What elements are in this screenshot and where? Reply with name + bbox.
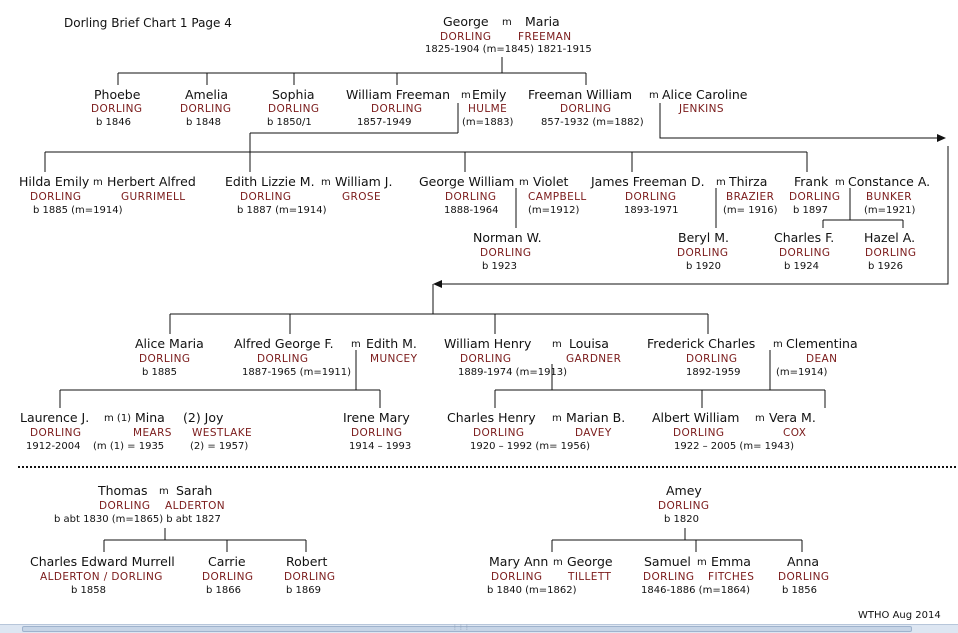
marriage-symbol: m: [502, 17, 512, 28]
marriage-symbol: m: [351, 339, 361, 350]
person-name: Samuel: [644, 554, 691, 569]
dates: b 1866: [206, 585, 241, 596]
dates: 1912-2004: [26, 441, 81, 452]
surname: DORLING: [625, 191, 677, 203]
person-name: Frederick Charles: [647, 336, 756, 351]
person-name: Mina: [135, 410, 165, 425]
person-name: Charles F.: [774, 230, 835, 245]
surname: DORLING: [778, 571, 830, 583]
person-name: Hazel A.: [864, 230, 916, 245]
surname: DORLING: [139, 353, 191, 365]
dates: b 1920: [686, 261, 721, 272]
person-name: Irene Mary: [343, 410, 410, 425]
dates: 1920 – 1992 (m= 1956): [470, 441, 590, 452]
surname: DORLING: [460, 353, 512, 365]
surname: DORLING: [257, 353, 309, 365]
person-name: Constance A.: [848, 174, 931, 189]
surname: MUNCEY: [370, 353, 418, 365]
marriage-symbol: m: [773, 339, 783, 350]
horizontal-scrollbar[interactable]: [0, 624, 958, 633]
dates: b 1856: [782, 585, 817, 596]
person-name: Louisa: [569, 336, 609, 351]
person-name: Sophia: [272, 87, 315, 102]
marriage-symbol: m: [93, 177, 103, 188]
dates: b 1897: [793, 205, 828, 216]
person-name: Violet: [533, 174, 569, 189]
marriage-symbol: m: [716, 177, 726, 188]
person-name: Thirza: [729, 174, 768, 189]
dates: b 1885: [142, 367, 177, 378]
person-name: Edith M.: [366, 336, 417, 351]
surname: DORLING: [202, 571, 254, 583]
marriage-symbol: m: [835, 177, 845, 188]
dates: 1889-1974 (m=1913): [458, 367, 568, 378]
person-name: Norman W.: [473, 230, 542, 245]
dates: b 1923: [482, 261, 517, 272]
dates: (m=1921): [864, 205, 916, 216]
dates: b 1869: [286, 585, 321, 596]
person-name: Freeman William: [528, 87, 633, 102]
surname: MEARS: [133, 427, 172, 439]
surname: GARDNER: [566, 353, 622, 365]
dates: 1846-1886 (m=1864): [641, 585, 751, 596]
dates: 1922 – 2005 (m= 1943): [674, 441, 794, 452]
dates: 1887-1965 (m=1911): [242, 367, 352, 378]
surname: DORLING: [445, 191, 497, 203]
person-name: Anna: [787, 554, 820, 569]
marriage-symbol: m: [755, 413, 765, 424]
person-name: Albert William: [652, 410, 740, 425]
marriage-symbol: m: [552, 339, 562, 350]
surname: DORLING: [473, 427, 525, 439]
dates: 1914 – 1993: [349, 441, 412, 452]
arrowhead: [433, 280, 442, 288]
dates: b 1858: [71, 585, 106, 596]
surname: FITCHES: [708, 571, 755, 583]
person-name: Clementina: [786, 336, 858, 351]
surname: DORLING: [240, 191, 292, 203]
surname: DORLING: [673, 427, 725, 439]
person-name: Robert: [286, 554, 328, 569]
person-name: Vera M.: [769, 410, 816, 425]
surname: DORLING: [658, 500, 710, 512]
person-name: Amey: [666, 483, 702, 498]
surname: DORLING: [30, 191, 82, 203]
person-name: Carrie: [208, 554, 246, 569]
person-name: Phoebe: [94, 87, 141, 102]
surname: DORLING: [91, 103, 143, 115]
person-name: William J.: [335, 174, 393, 189]
surname: CAMPBELL: [528, 191, 587, 203]
person-name: Thomas: [98, 483, 148, 498]
person-name: Frank: [794, 174, 829, 189]
surname: DORLING: [351, 427, 403, 439]
dates: 1825-1904 (m=1845) 1821-1915: [425, 44, 592, 55]
dates: 1857-1949: [357, 117, 412, 128]
surname: DAVEY: [575, 427, 612, 439]
person-name: Laurence J.: [20, 410, 90, 425]
surname: DORLING: [371, 103, 423, 115]
surname: DORLING: [560, 103, 612, 115]
person-name: Emma: [711, 554, 751, 569]
surname: DORLING: [677, 247, 729, 259]
person-name: Maria: [525, 14, 560, 29]
person-name: Amelia: [185, 87, 229, 102]
surname: GROSE: [342, 191, 381, 203]
dates: (m=1912): [528, 205, 580, 216]
surname: DORLING: [440, 31, 492, 43]
marriage-symbol: m: [519, 177, 529, 188]
dates: b 1885 (m=1914): [33, 205, 123, 216]
surname: WESTLAKE: [192, 427, 253, 439]
marriage-symbol: m (1): [104, 413, 132, 424]
person-name: Alice Caroline: [662, 87, 748, 102]
surname: GURRIMELL: [121, 191, 186, 203]
marriage-symbol: m: [697, 557, 707, 568]
chart-title: Dorling Brief Chart 1 Page 4: [64, 16, 232, 30]
surname: DORLING: [643, 571, 695, 583]
person-name: Mary Ann: [489, 554, 549, 569]
footer-credit: WTHO Aug 2014: [858, 610, 941, 621]
surname: DORLING: [30, 427, 82, 439]
dates: b 1846: [96, 117, 131, 128]
surname: HULME: [468, 103, 508, 115]
marriage-symbol: m: [553, 557, 563, 568]
dates: b 1887 (m=1914): [237, 205, 327, 216]
marriage-symbol: m: [649, 90, 659, 101]
person-name: Charles Edward Murrell: [30, 554, 175, 569]
dates: 857-1932 (m=1882): [541, 117, 644, 128]
person-name: Alice Maria: [135, 336, 204, 351]
surname: BUNKER: [866, 191, 912, 203]
dates: b 1850/1: [267, 117, 312, 128]
surname: BRAZIER: [726, 191, 775, 203]
dates: (m=1914): [776, 367, 828, 378]
person-name: Hilda Emily: [19, 174, 90, 189]
person-name: William Henry: [444, 336, 532, 351]
surname: DEAN: [806, 353, 838, 365]
person-name: George: [443, 14, 489, 29]
surname: DORLING: [480, 247, 532, 259]
person-name: Emily: [472, 87, 507, 102]
arrowhead: [937, 134, 946, 142]
surname: TILLETT: [568, 571, 612, 583]
dates: b 1848: [186, 117, 221, 128]
person-name: James Freeman D.: [591, 174, 705, 189]
dates: (m=1883): [462, 117, 514, 128]
surname: DORLING: [865, 247, 917, 259]
dates: (2) = 1957): [190, 441, 249, 452]
surname: FREEMAN: [518, 31, 572, 43]
surname: DORLING: [284, 571, 336, 583]
dates: 1892-1959: [686, 367, 741, 378]
surname: DORLING: [779, 247, 831, 259]
person-name: Sarah: [176, 483, 213, 498]
dates: b 1924: [784, 261, 819, 272]
dates: b abt 1830 (m=1865) b abt 1827: [54, 514, 221, 525]
surname: DORLING: [491, 571, 543, 583]
dates: (m (1) = 1935: [93, 441, 165, 452]
person-name: George: [567, 554, 613, 569]
person-name: George William: [419, 174, 515, 189]
grip-icon: ⋮⋮⋮: [452, 624, 470, 631]
person-name: Herbert Alfred: [107, 174, 196, 189]
dates: (m= 1916): [723, 205, 778, 216]
person-name: (2) Joy: [183, 410, 224, 425]
person-name: Alfred George F.: [234, 336, 334, 351]
surname: DORLING: [180, 103, 232, 115]
surname: DORLING: [789, 191, 841, 203]
marriage-symbol: m: [321, 177, 331, 188]
surname: COX: [783, 427, 807, 439]
surname: DORLING: [686, 353, 738, 365]
surname: DORLING: [99, 500, 151, 512]
marriage-symbol: m: [552, 413, 562, 424]
dates: b 1926: [868, 261, 903, 272]
marriage-symbol: m: [159, 486, 169, 497]
surname: ALDERTON / DORLING: [40, 571, 163, 583]
person-name: Beryl M.: [678, 230, 730, 245]
person-name: Edith Lizzie M.: [225, 174, 315, 189]
surname: ALDERTON: [165, 500, 226, 512]
person-name: William Freeman: [346, 87, 451, 102]
dates: 1893-1971: [624, 205, 679, 216]
person-name: Marian B.: [566, 410, 626, 425]
dates: b 1840 (m=1862): [487, 585, 577, 596]
surname: JENKINS: [679, 103, 724, 115]
dates: b 1820: [664, 514, 699, 525]
dates: 1888-1964: [444, 205, 499, 216]
person-name: Charles Henry: [447, 410, 536, 425]
surname: DORLING: [268, 103, 320, 115]
marriage-symbol: m: [461, 90, 471, 101]
